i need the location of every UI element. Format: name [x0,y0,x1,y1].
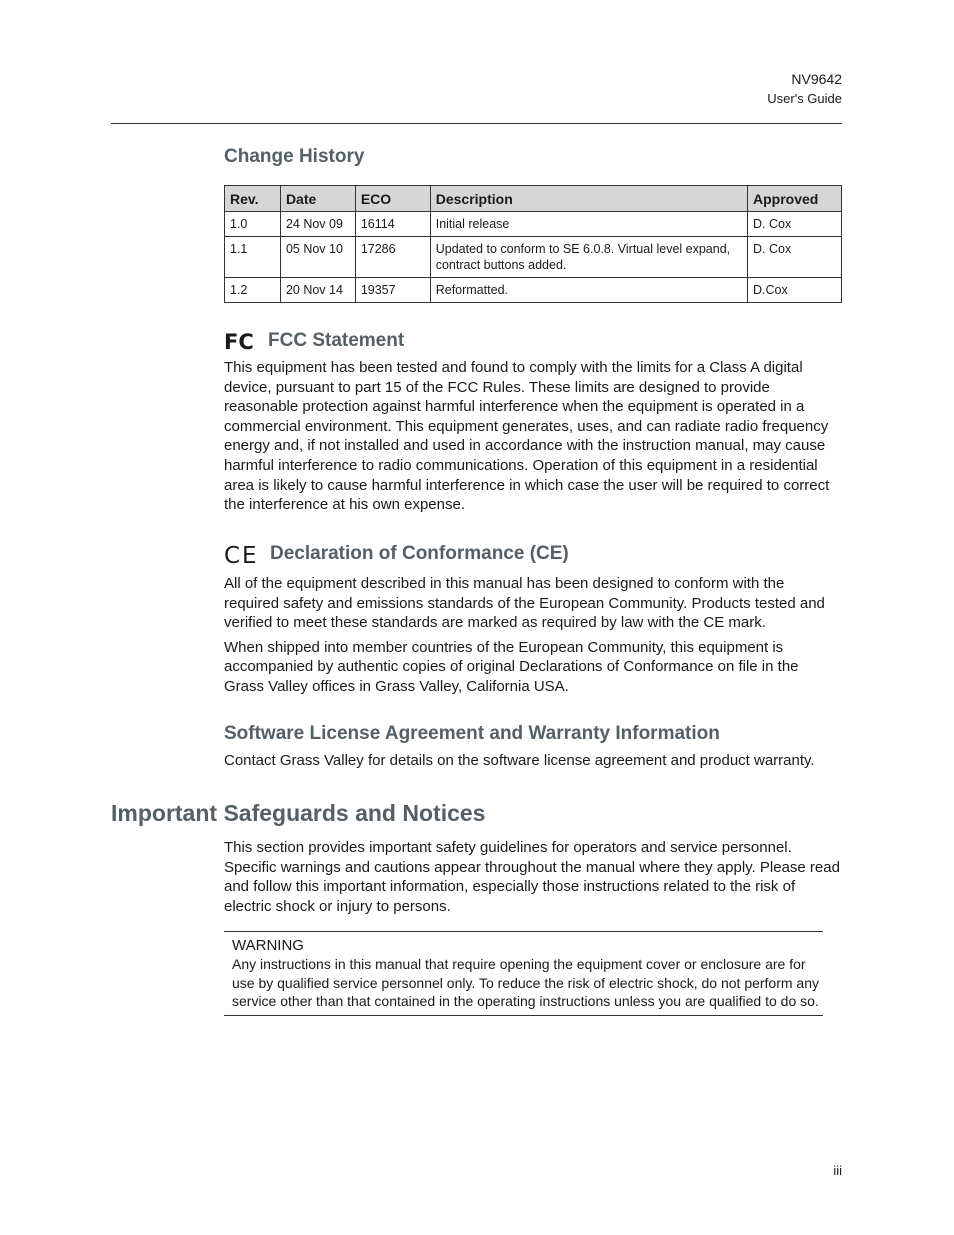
column-header: Rev. [225,186,281,212]
table-cell: 05 Nov 10 [280,237,355,278]
page-number: iii [833,1163,842,1178]
table-cell: 1.1 [225,237,281,278]
column-header: Date [280,186,355,212]
table-row [225,278,842,303]
doc-id: NV9642 [791,71,842,87]
page-header [767,70,842,108]
table-cell: 17286 [355,237,430,278]
fcc-body: This equipment has been tested and found to comply with the limits for a Class A digital device, pursuant to part 15 of the FCC Rules. These limits are designed to provide reasonable protection against harmful interference when the equipment is operated in a commercial environment. This equipment generates, uses, and can radiate radio frequency energy and, if not installed and used in accordance with the instruction manual, may cause harmful interference to radio communications. Operation of this equipment in a residential area is likely to cause harmful interference in which case the user will be required to correct the interference at his own expense. [224,359,830,514]
ce-paragraph-2: When shipped into member countries of the European Community, this equipment is accompanied by authentic copies of original Declarations of Conformance on file in the Grass Valley offices in Grass Valley, California USA. [224,638,799,695]
ce-title: Declaration of Conformance (CE) [270,543,569,564]
safeguards-body: This section provides important safety guidelines for operators and service personnel. Specific warnings and cautions appear throughout the manual where they apply. Please read and follow this important information, especially those instructions related to the risk of electric shock or injury to persons. [224,839,840,915]
table-cell: D.Cox [748,278,842,303]
ce-paragraph-1: All of the equipment described in this manual has been designed to conform with the required safety and emissions standards of the European Community. Products tested and verified to meet these standards are marked as required by law with the CE mark. [224,575,825,632]
license-title: Software License Agreement and Warranty Information [224,723,720,744]
table-header-row [225,186,842,212]
column-header: ECO [355,186,430,212]
table-cell: 20 Nov 14 [280,278,355,303]
table-cell: 1.0 [225,212,281,237]
fcc-title: FCC Statement [268,330,405,351]
warning-title: WARNING [232,937,304,954]
table-cell: Updated to conform to SE 6.0.8. Virtual level expand, contract buttons added. [430,237,747,278]
table-row [225,237,842,278]
change-history-section [224,146,842,303]
header-rule [111,123,842,124]
ce-heading [224,542,842,566]
license-section [224,723,842,771]
license-body: Contact Grass Valley for details on the software license agreement and product warranty. [224,752,815,769]
ce-mark-icon [224,542,260,566]
table-cell: 16114 [355,212,430,237]
table-cell: D. Cox [748,212,842,237]
fcc-logo-text: FC [224,330,254,352]
table-cell: 1.2 [225,278,281,303]
warning-box [224,931,823,1016]
table-row [225,212,842,237]
fcc-heading [224,330,842,352]
table-cell: 24 Nov 09 [280,212,355,237]
fcc-logo-icon [224,330,258,352]
column-header: Description [430,186,747,212]
warning-text: Any instructions in this manual that require opening the equipment cover or enclosure are for use by qualified service personnel only. To reduce the risk of electric shock, do not perform any service other than that contained in the operating instructions unless you are qualified to do so. [232,956,820,1010]
change-history-title: Change History [224,146,365,167]
change-history-table [224,185,842,303]
ce-section [224,542,842,697]
safeguards-section [224,838,842,916]
table-cell: Reformatted. [430,278,747,303]
table-cell: Initial release [430,212,747,237]
fcc-section [224,330,842,515]
table-cell: D. Cox [748,237,842,278]
table-cell: 19357 [355,278,430,303]
safeguards-title: Important Safeguards and Notices [111,800,486,826]
column-header: Approved [748,186,842,212]
ce-logo-text: CE [224,543,259,566]
doc-type: User's Guide [767,91,842,106]
